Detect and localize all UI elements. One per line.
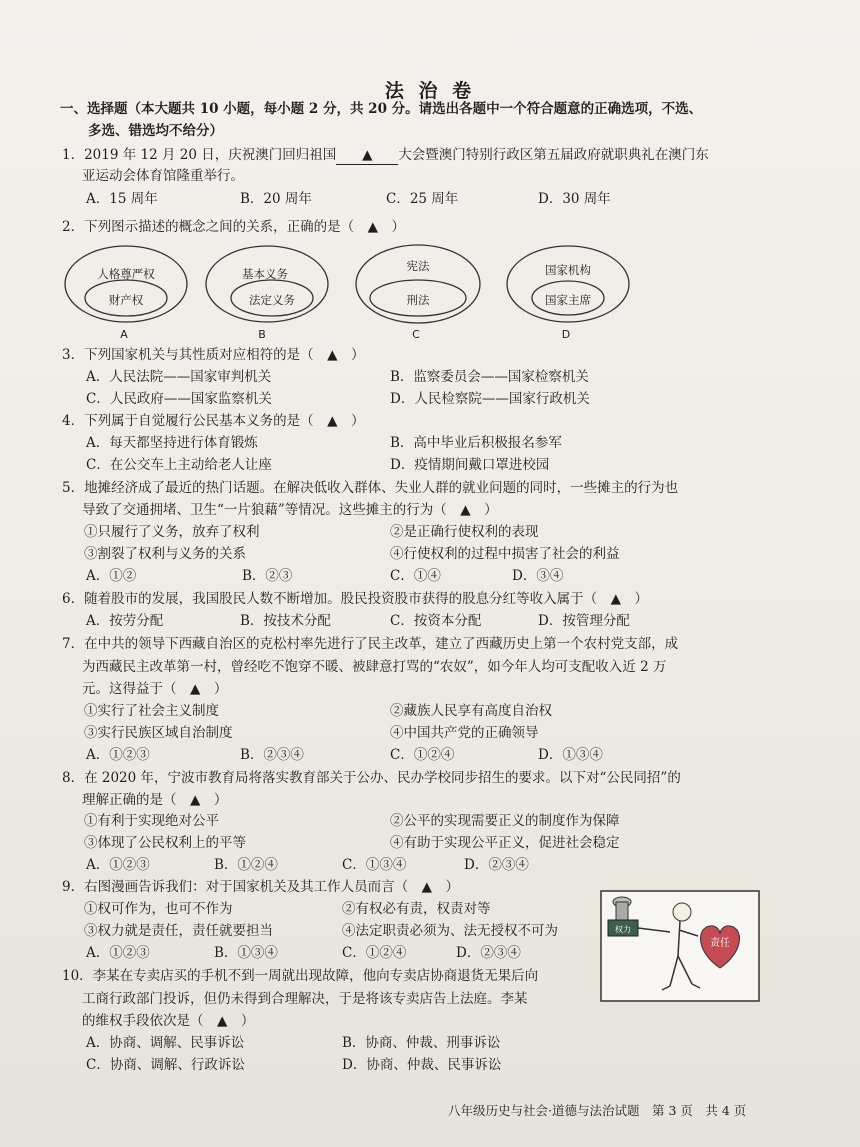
q10-line1: 10．李某在专卖店买的手机不到一周就出现故障，他向专卖店协商退货无果后向: [62, 968, 539, 984]
q7-statement-2: ②藏族人民享有高度自治权: [390, 703, 552, 719]
q5-statement-3: ③割裂了权利与义务的关系: [84, 546, 246, 562]
diagram-a: [65, 246, 187, 341]
q4-stem: 4．下列属于自觉履行公民基本义务的是（ ▲ ）: [62, 413, 365, 429]
q5-option-d: D．③④: [512, 568, 564, 584]
q1-stem-part1: 1．2019 年 12 月 20 日，庆祝澳门回归祖国: [62, 147, 337, 163]
q10-option-d: D．协商、仲裁、民事诉讼: [342, 1057, 502, 1073]
q3-option-b: B．监察委员会——国家检察机关: [390, 369, 589, 385]
q6-option-b: B．按技术分配: [240, 613, 331, 629]
q9-option-b: B．①③④: [214, 945, 278, 961]
heart-label: 责任: [710, 938, 730, 949]
q4-option-c: C．在公交车上主动给老人让座: [86, 457, 272, 473]
q8-option-d: D．②③④: [464, 857, 529, 873]
diagram-c: [356, 245, 480, 341]
q8-statement-2: ②公平的实现需要正义的制度作为保障: [390, 813, 620, 829]
q9-cartoon: [600, 890, 760, 1002]
q1-option-c: C．25 周年: [386, 191, 459, 207]
q9-statement-2: ②有权必有责，权责对等: [342, 901, 491, 917]
q7-option-a: A．①②③: [86, 747, 150, 763]
q10-line3: 的维权手段依次是（ ▲ ）: [82, 1013, 255, 1029]
diagram-b-inner-label: 法定义务: [249, 293, 295, 307]
diagram-a-inner-label: 财产权: [108, 293, 144, 307]
q4-option-a: A．每天都坚持进行体育锻炼: [86, 435, 258, 451]
q8-statement-3: ③体现了公民权利上的平等: [84, 835, 246, 851]
q5-statement-2: ②是正确行使权利的表现: [390, 524, 539, 540]
q9-stem: 9．右图漫画告诉我们：对于国家机关及其工作人员而言（ ▲ ）: [62, 879, 459, 895]
diagram-d-inner-label: 国家主席: [545, 293, 591, 307]
diagram-a-outer-label: 人格尊严权: [97, 267, 155, 281]
q7-statement-4: ④中国共产党的正确领导: [390, 725, 539, 741]
diagram-d-letter: D: [561, 328, 571, 341]
q3-option-c: C．人民政府——国家监察机关: [86, 391, 272, 407]
q9-option-d: D．②③④: [456, 945, 521, 961]
section-heading-line1: 一、选择题（本大题共 10 小题，每小题 2 分，共 20 分。请选出各题中一个符合题意的正确选项，不选、: [60, 101, 703, 117]
q8-line1: 8．在 2020 年，宁波市教育局将落实教育部关于公办、民办学校同步招生的要求。以下对“公民同招”的: [62, 770, 681, 786]
q5-line1: 5．地摊经济成了最近的热门话题。在解决低收入群体、失业人群的就业问题的同时，一些摊主的行为也: [62, 480, 679, 496]
q1-line2: 亚运动会体育馆隆重举行。: [82, 168, 244, 184]
diagram-a-outer-circle: [65, 246, 187, 322]
q7-line2: 为西藏民主改革第一村，曾经吃不饱穿不暖、被肆意打骂的“农奴”，如今年人均可支配收入近 2 万: [82, 659, 667, 675]
q3-option-a: A．人民法院——国家审判机关: [86, 369, 272, 385]
q1-stem-part2: 大会暨澳门特别行政区第五届政府就职典礼在澳门东: [398, 147, 709, 163]
q3-stem: 3．下列国家机关与其性质对应相符的是（ ▲ ）: [62, 347, 365, 363]
q7-option-d: D．①③④: [538, 747, 603, 763]
q5-statement-4: ④行使权利的过程中损害了社会的利益: [390, 546, 620, 562]
q6-option-c: C．按资本分配: [390, 613, 482, 629]
diagram-d-outer-circle: [507, 246, 629, 322]
q9-option-c: C．①②④: [342, 945, 407, 961]
q5-line2: 导致了交通拥堵、卫生“一片狼藉”等情况。这些摊主的行为（ ▲ ）: [82, 502, 498, 518]
q1-option-d: D．30 周年: [538, 191, 611, 207]
q3-option-d: D．人民检察院——国家行政机关: [390, 391, 590, 407]
q8-statement-4: ④有助于实现公平正义，促进社会稳定: [390, 835, 620, 851]
q10-option-c: C．协商、调解、行政诉讼: [86, 1057, 245, 1073]
q10-option-a: A．协商、调解、民事诉讼: [86, 1035, 245, 1051]
q2-stem: 2．下列图示描述的概念之间的关系，正确的是（ ▲ ）: [62, 219, 405, 235]
diagram-d: [507, 246, 629, 341]
q1-option-b: B．20 周年: [240, 191, 312, 207]
q9-option-a: A．①②③: [86, 945, 150, 961]
q5-option-b: B．②③: [242, 568, 293, 584]
q8-line2: 理解正确的是（ ▲ ）: [82, 792, 228, 808]
q1-blank: ▲: [336, 146, 398, 165]
q7-option-b: B．②③④: [240, 747, 304, 763]
q7-line3: 元。这得益于（ ▲ ）: [82, 681, 228, 697]
diagram-d-outer-label: 国家机构: [545, 263, 591, 277]
page-title: 法 治 卷: [384, 80, 476, 102]
q5-option-c: C．①④: [390, 568, 441, 584]
q4-option-d: D．疫情期间戴口罩进校园: [390, 457, 550, 473]
stamp-label: 权力: [615, 925, 631, 934]
q5-statement-1: ①只履行了义务，放弃了权利: [84, 524, 260, 540]
page-footer: 八年级历史与社会·道德与法治试题 第 3 页 共 4 页: [448, 1103, 747, 1118]
q8-option-c: C．①③④: [342, 857, 407, 873]
stamp-handle: [616, 902, 628, 920]
diagram-c-outer-label: 宪法: [406, 259, 430, 273]
q7-line1: 7．在中共的领导下西藏自治区的克松村率先进行了民主改革，建立了西藏历史上第一个农村党支部，成: [62, 636, 679, 652]
q9-statement-4: ④法定职责必须为、法无授权不可为: [342, 923, 558, 939]
diagram-b-letter: B: [258, 328, 266, 341]
q9-statement-3: ③权力就是责任，责任就要担当: [84, 923, 273, 939]
q6-option-d: D．按管理分配: [538, 613, 630, 629]
q8-option-b: B．①②④: [214, 857, 278, 873]
q10-option-b: B．协商、仲裁、刑事诉讼: [342, 1035, 501, 1051]
q7-option-c: C．①②④: [390, 747, 455, 763]
q7-statement-3: ③实行民族区域自治制度: [84, 725, 233, 741]
section-heading-line2: 多选、错选均不给分）: [88, 123, 223, 139]
q8-statement-1: ①有利于实现绝对公平: [84, 813, 219, 829]
q8-option-a: A．①②③: [86, 857, 150, 873]
person-head: [673, 903, 691, 921]
diagram-b-outer-circle: [206, 246, 328, 322]
q1-option-a: A．15 周年: [86, 191, 158, 207]
q5-option-a: A．①②: [86, 568, 137, 584]
diagram-b: [206, 246, 328, 341]
q4-option-b: B．高中毕业后积极报名参军: [390, 435, 562, 451]
q1-line1: [62, 146, 709, 165]
q6-option-a: A．按劳分配: [86, 613, 164, 629]
diagram-c-inner-label: 刑法: [406, 293, 430, 307]
diagram-c-outer-circle: [356, 245, 480, 323]
diagram-b-outer-label: 基本义务: [242, 267, 288, 281]
q7-statement-1: ①实行了社会主义制度: [84, 703, 219, 719]
q9-statement-1: ①权可作为，也可不作为: [84, 901, 233, 917]
q6-stem: 6．随着股市的发展，我国股民人数不断增加。股民投资股市获得的股息分红等收入属于（ ▲ ）: [62, 591, 648, 607]
diagram-a-letter: A: [120, 328, 128, 341]
diagram-c-letter: C: [412, 328, 420, 341]
q10-line2: 工商行政部门投诉，但仍未得到合理解决，于是将该专卖店告上法庭。李某: [82, 991, 528, 1007]
q2-concept-diagrams: [0, 240, 860, 350]
